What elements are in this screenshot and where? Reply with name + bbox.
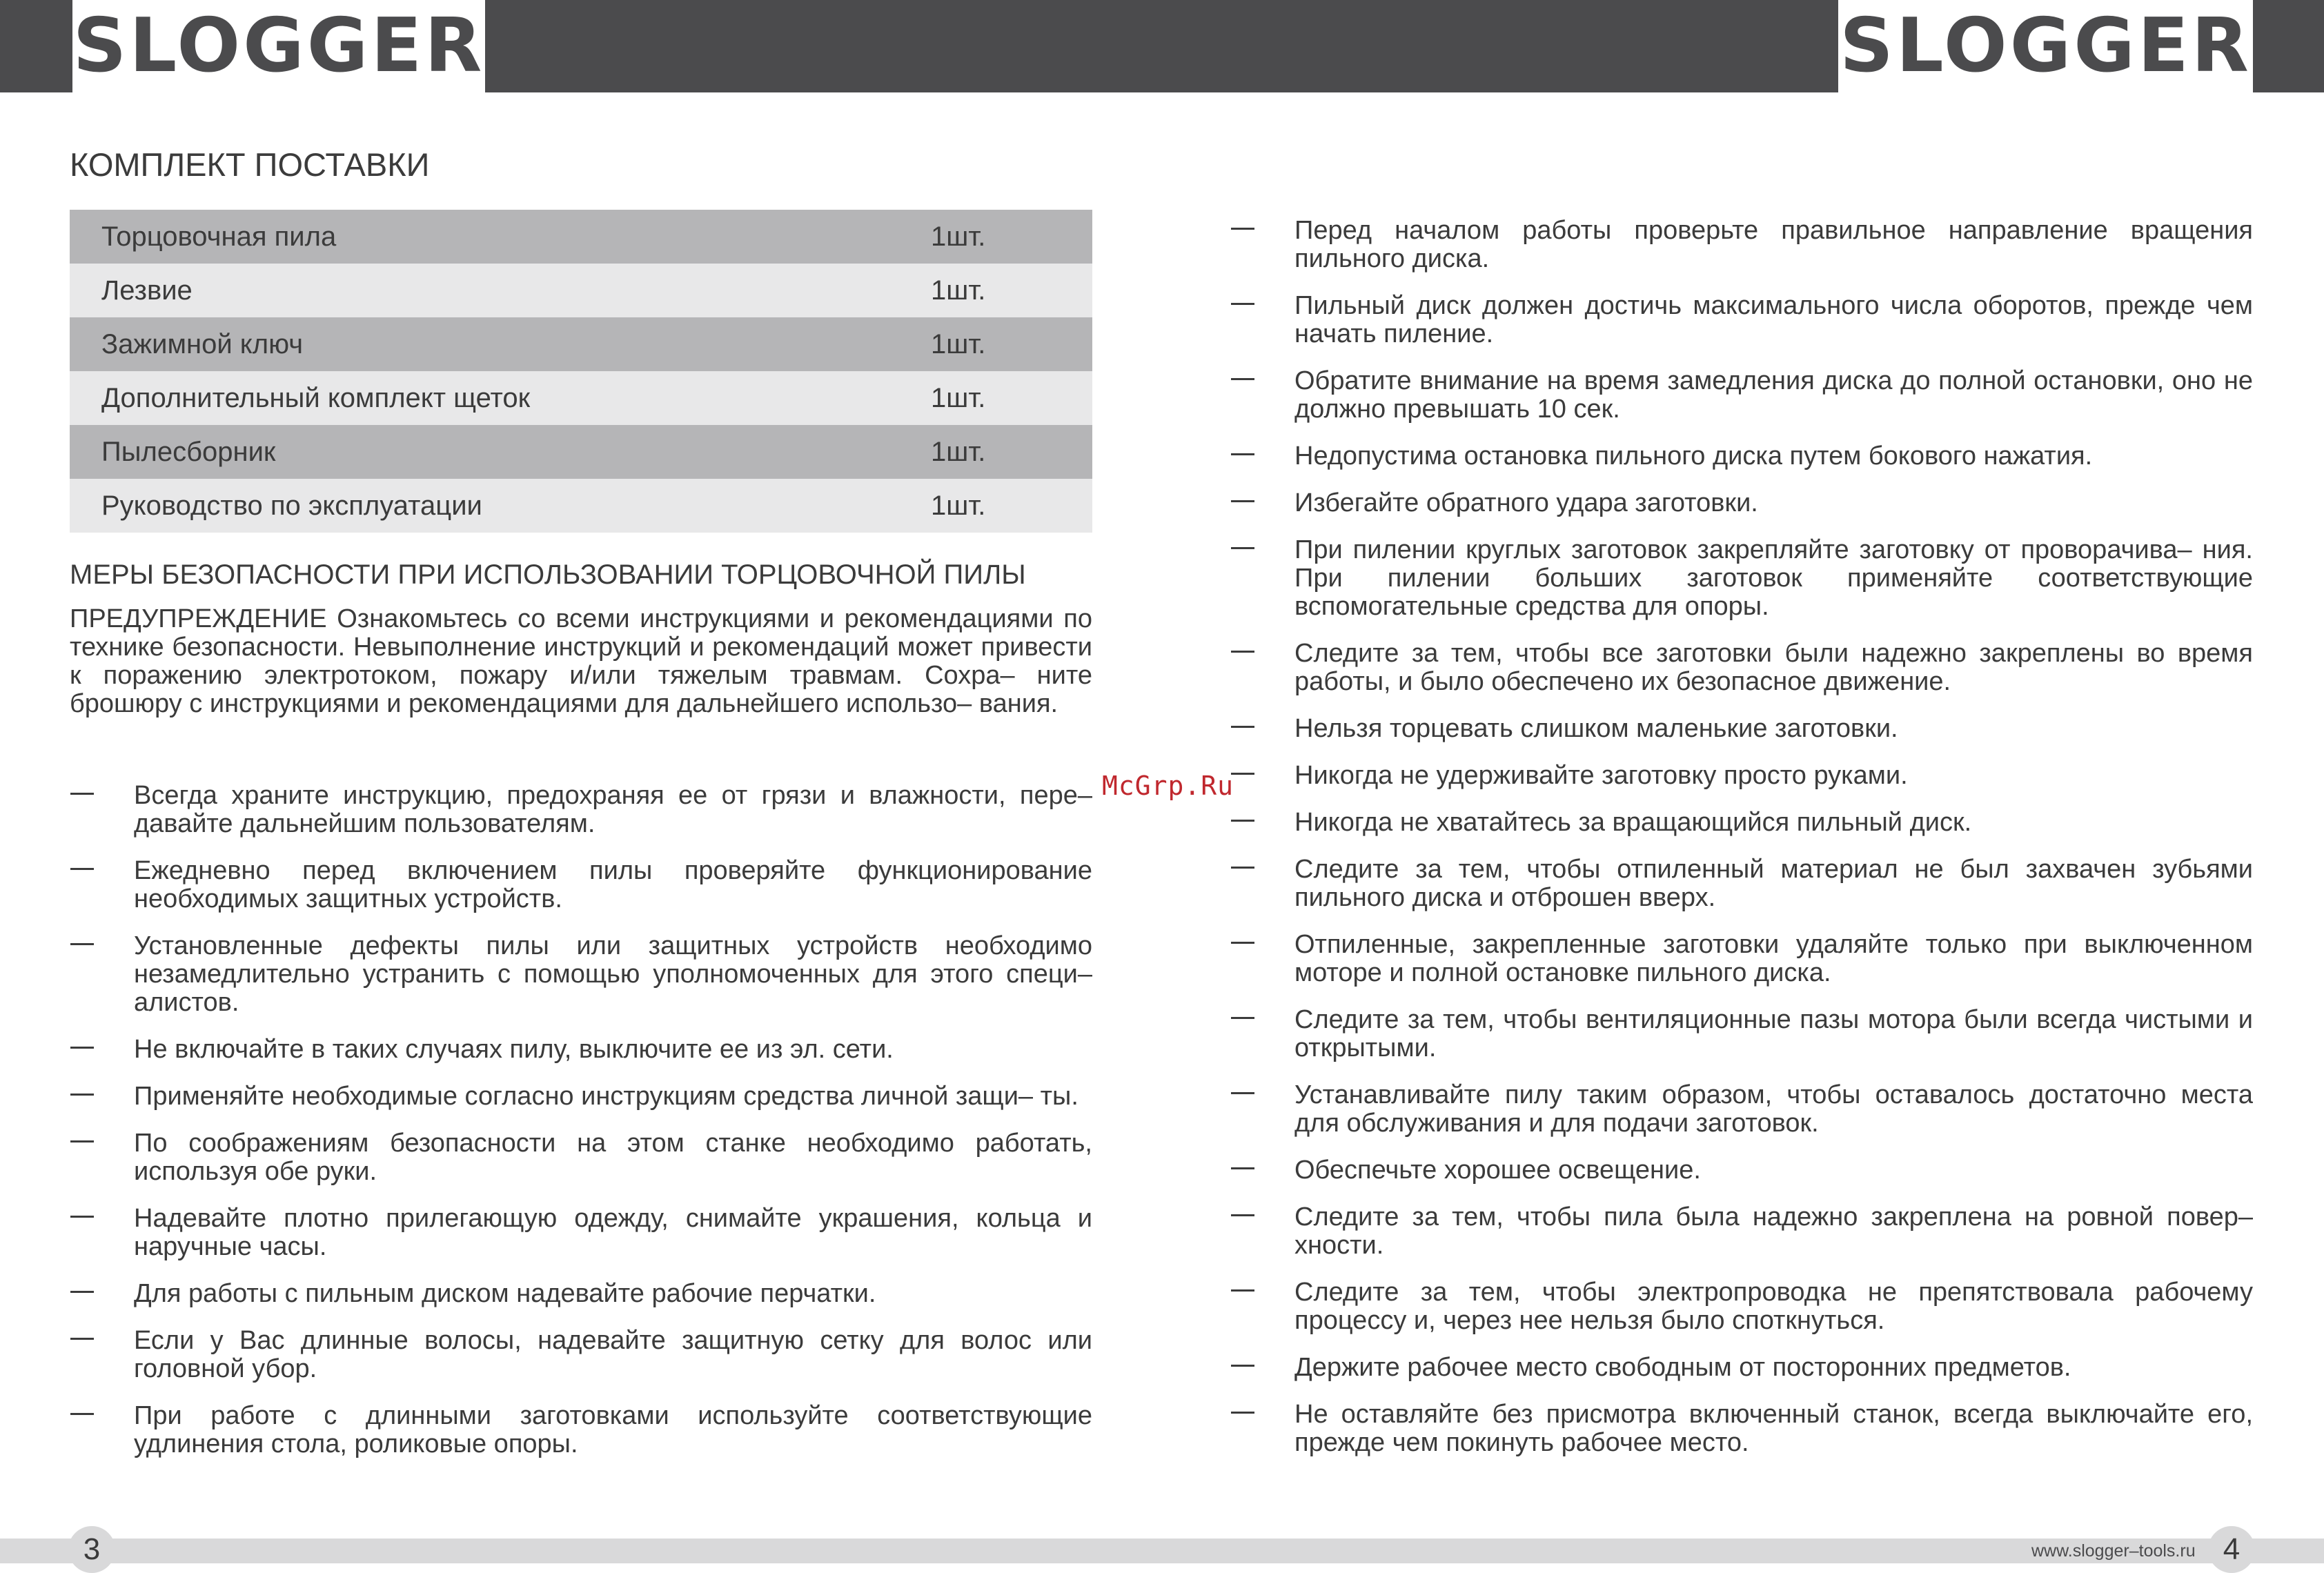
dash-bullet-icon: [1231, 1092, 1254, 1094]
kit-item-qty: 1шт.: [931, 436, 986, 467]
logo-text: SLOGGER: [1840, 3, 2252, 89]
dash-bullet-icon: [70, 1047, 94, 1049]
dash-bullet-icon: [1231, 1214, 1254, 1216]
list-item-text: Применяйте необходимые согласно инструкциям средства личной защи– ты.: [134, 1082, 1079, 1111]
kit-item-name: Руководство по эксплуатации: [101, 490, 482, 521]
list-item: [1294, 1006, 2253, 1062]
list-item: [1294, 715, 2253, 743]
kit-item-qty: 1шт.: [931, 490, 986, 521]
table-row: [70, 264, 1092, 317]
list-item-text: Избегайте обратного удара заготовки.: [1294, 488, 1758, 517]
list-item: [1294, 1203, 2253, 1260]
table-row: [70, 479, 1092, 533]
list-item: [1294, 931, 2253, 987]
kit-item-qty: 1шт.: [931, 382, 986, 413]
list-item-text: При пилении круглых заготовок закрепляйте заготовку от проворачива– ния. При пилении больших заготовок применяйте соответствующие вспомогательные средства для опоры.: [1294, 535, 2253, 621]
dash-bullet-icon: [1231, 303, 1254, 305]
list-item: [1294, 640, 2253, 696]
dash-bullet-icon: [1231, 378, 1254, 380]
list-item-text: Следите за тем, чтобы вентиляционные пазы мотора были всегда чистыми и открытыми.: [1294, 1005, 2253, 1062]
dash-bullet-icon: [70, 868, 94, 870]
dash-bullet-icon: [1231, 867, 1254, 869]
list-item-text: Пильный диск должен достичь максимального числа оборотов, прежде чем начать пиление.: [1294, 291, 2253, 348]
list-item: [1294, 1081, 2253, 1138]
list-item-text: Установленные дефекты пилы или защитных устройств необходимо незамедлительно устранить с помощью уполномоченных для этого специ– алистов.: [134, 931, 1092, 1017]
list-item: [134, 1036, 1092, 1064]
watermark-link[interactable]: McGrp.Ru: [1102, 771, 1234, 801]
list-item-text: Держите рабочее место свободным от посторонних предметов.: [1294, 1353, 2071, 1382]
list-item-text: Перед началом работы проверьте правильное направление вращения пильного диска.: [1294, 216, 2253, 273]
list-item: [134, 1129, 1092, 1186]
safety-list-right: [1294, 217, 2253, 1457]
dash-bullet-icon: [1231, 1365, 1254, 1367]
list-item-text: Нельзя торцевать слишком маленькие заготовки.: [1294, 714, 1898, 743]
dash-bullet-icon: [1231, 942, 1254, 944]
list-item-text: Всегда храните инструкцию, предохраняя ее от грязи и влажности, пере– давайте дальнейшим пользователям.: [134, 781, 1092, 838]
list-item: [1294, 762, 2253, 790]
brand-logo-left: [72, 0, 485, 92]
list-item: [134, 782, 1092, 838]
list-item: [1294, 292, 2253, 348]
list-item: [1294, 536, 2253, 621]
dash-bullet-icon: [1231, 228, 1254, 230]
list-item: [134, 857, 1092, 913]
kit-item-name: Торцовочная пила: [101, 221, 337, 252]
list-item-text: Недопустима остановка пильного диска путем бокового нажатия.: [1294, 442, 2093, 471]
list-item: [1294, 489, 2253, 517]
dash-bullet-icon: [70, 1094, 94, 1096]
footer-bar: [0, 1539, 2324, 1563]
dash-bullet-icon: [1231, 726, 1254, 728]
dash-bullet-icon: [70, 943, 94, 945]
list-item-text: Следите за тем, чтобы электропроводка не препятствовала рабочему процессу и, через нее нельзя было споткнуться.: [1294, 1278, 2253, 1335]
list-item: [1294, 367, 2253, 424]
dash-bullet-icon: [70, 1291, 94, 1293]
list-item: [1294, 855, 2253, 912]
dash-bullet-icon: [70, 793, 94, 795]
page-number-left: 3: [68, 1526, 115, 1573]
dash-bullet-icon: [1231, 1412, 1254, 1414]
list-item-text: Следите за тем, чтобы все заготовки были надежно закреплены во время работы, и было обеспечено их безопасное движение.: [1294, 639, 2253, 696]
dash-bullet-icon: [1231, 651, 1254, 653]
dash-bullet-icon: [70, 1216, 94, 1218]
list-item-text: Устанавливайте пилу таким образом, чтобы оставалось достаточно места для обслуживания и для подачи заготовок.: [1294, 1080, 2253, 1138]
list-item: [1294, 809, 2253, 837]
list-item: [134, 1402, 1092, 1458]
list-item-text: Если у Вас длинные волосы, надевайте защитную сетку для волос или головной убор.: [134, 1326, 1092, 1383]
dash-bullet-icon: [1231, 500, 1254, 502]
list-item: [134, 1327, 1092, 1383]
list-item-text: Обеспечьте хорошее освещение.: [1294, 1156, 1701, 1185]
dash-bullet-icon: [1231, 1017, 1254, 1019]
list-item: [1294, 217, 2253, 273]
dash-bullet-icon: [1231, 773, 1254, 775]
dash-bullet-icon: [70, 1413, 94, 1415]
kit-item-qty: 1шт.: [931, 328, 986, 359]
list-item: [134, 1280, 1092, 1308]
list-item: [1294, 1156, 2253, 1185]
list-item-text: Обратите внимание на время замедления диска до полной остановки, оно не должно превышать 10 сек.: [1294, 366, 2253, 424]
list-item-text: Отпиленные, закрепленные заготовки удаляйте только при выключенном моторе и полной остановке пильного диска.: [1294, 930, 2253, 987]
list-item-text: Ежедневно перед включением пилы проверяйте функционирование необходимых защитных устройств.: [134, 856, 1092, 913]
list-item: [1294, 1401, 2253, 1457]
dash-bullet-icon: [1231, 1289, 1254, 1292]
kit-title: КОМПЛЕКТ ПОСТАВКИ: [70, 146, 430, 183]
list-item-text: При работе с длинными заготовками используйте соответствующие удлинения стола, роликовые опоры.: [134, 1401, 1092, 1458]
kit-item-qty: 1шт.: [931, 221, 986, 252]
list-item-text: Надевайте плотно прилегающую одежду, снимайте украшения, кольца и наручные часы.: [134, 1204, 1092, 1261]
logo-text: SLOGGER: [72, 3, 485, 89]
safety-title: МЕРЫ БЕЗОПАСНОСТИ ПРИ ИСПОЛЬЗОВАНИИ ТОРЦОВОЧНОЙ ПИЛЫ: [70, 560, 1026, 590]
safety-list-left: [134, 782, 1092, 1458]
list-item: [134, 1082, 1092, 1111]
kit-table: [70, 210, 1092, 533]
kit-item-name: Лезвие: [101, 275, 193, 306]
list-item: [1294, 442, 2253, 471]
list-item-text: Для работы с пильным диском надевайте рабочие перчатки.: [134, 1279, 876, 1308]
list-item: [1294, 1354, 2253, 1382]
kit-item-qty: 1шт.: [931, 275, 986, 306]
list-item-text: По соображениям безопасности на этом станке необходимо работать, используя обе руки.: [134, 1129, 1092, 1186]
kit-item-name: Дополнительный комплект щеток: [101, 382, 531, 413]
dash-bullet-icon: [70, 1140, 94, 1142]
table-row: [70, 371, 1092, 425]
brand-logo-right: [1838, 0, 2253, 92]
page-number-right: 4: [2208, 1526, 2255, 1573]
dash-bullet-icon: [1231, 453, 1254, 455]
list-item: [1294, 1278, 2253, 1335]
kit-item-name: Зажимной ключ: [101, 328, 304, 359]
table-row: [70, 317, 1092, 371]
website-url[interactable]: www.slogger–tools.ru: [2031, 1541, 2196, 1561]
warning-paragraph: ПРЕДУПРЕЖДЕНИЕ Ознакомьтесь со всеми инструкциями и рекомендациями по технике безопасности. Невыполнение инструкций и рекомендаций может привести к поражению электротоком, пожару и/или тяжелым травмам. Сохра– ните брошюру с инструкциями и рекомендациями для дальнейшего использо– вания.: [70, 604, 1092, 718]
dash-bullet-icon: [1231, 820, 1254, 822]
dash-bullet-icon: [70, 1338, 94, 1340]
list-item-text: Следите за тем, чтобы отпиленный материал не был захвачен зубьями пильного диска и отброшен вверх.: [1294, 855, 2253, 912]
list-item: [134, 1205, 1092, 1261]
table-row: [70, 210, 1092, 264]
list-item-text: Не включайте в таких случаях пилу, выключите ее из эл. сети.: [134, 1035, 894, 1064]
table-row: [70, 425, 1092, 479]
list-item-text: Не оставляйте без присмотра включенный станок, всегда выключайте его, прежде чем покинуть рабочее место.: [1294, 1400, 2253, 1457]
list-item-text: Никогда не хватайтесь за вращающийся пильный диск.: [1294, 808, 1972, 837]
list-item: [134, 932, 1092, 1017]
dash-bullet-icon: [1231, 1167, 1254, 1169]
list-item-text: Следите за тем, чтобы пила была надежно закреплена на ровной повер– хности.: [1294, 1203, 2253, 1260]
kit-item-name: Пылесборник: [101, 436, 276, 467]
dash-bullet-icon: [1231, 547, 1254, 549]
list-item-text: Никогда не удерживайте заготовку просто руками.: [1294, 761, 1908, 790]
